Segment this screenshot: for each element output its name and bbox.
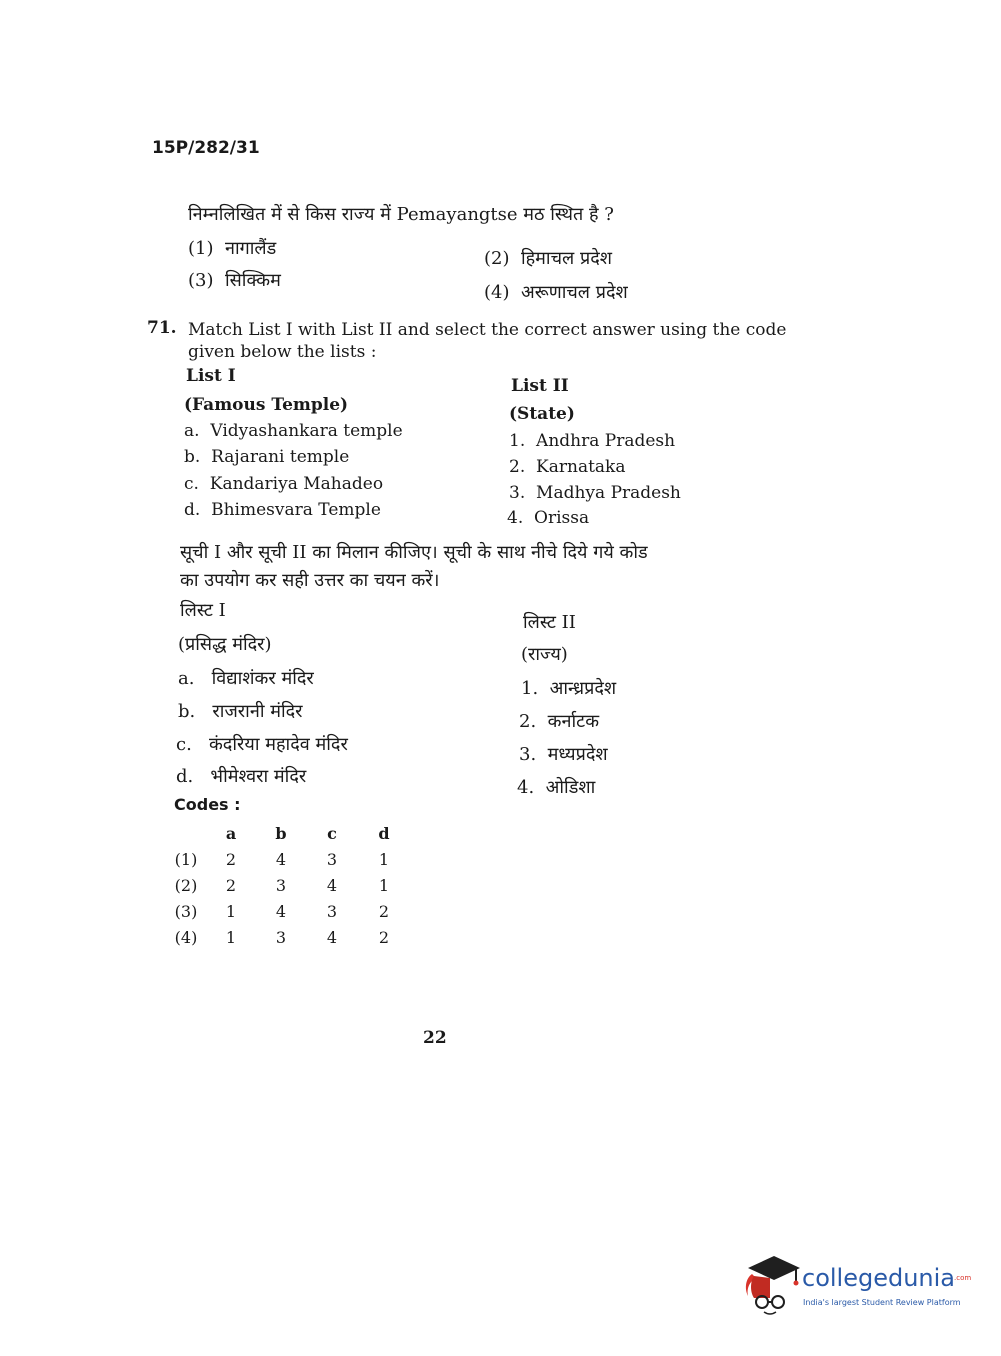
item-text: Andhra Pradesh [536,431,676,451]
q70-question: निम्नलिखित में से किस राज्य में Pemayangtse मठ स्थित है ? [188,204,614,225]
q70-option-3 [188,268,281,292]
item-text: Kandariya Mahadeo [209,474,384,494]
list1-item-d [184,500,381,520]
paper-code: 15P/282/31 [152,138,260,158]
item-key: 1. [521,678,539,699]
item-key: 1. [509,431,526,451]
list2-subtitle: (State) [509,404,575,424]
mascot-icon [740,1250,802,1320]
item-key: 4. [517,777,535,798]
list2-item-hi-3 [519,742,608,766]
item-text: Karnataka [536,457,626,477]
item-key: c. [176,734,192,755]
codes-cell: 3 [326,849,338,869]
list1-subtitle-hi: (प्रसिद्ध मंदिर) [178,634,272,655]
item-text: विद्याशंकर मंदिर [211,668,314,689]
q71-question-en-line1: Match List I with List II and select the correct answer using the code [188,320,787,340]
item-key: 3. [519,744,537,765]
codes-cell: 2 [225,849,237,869]
item-text: ओडिशा [545,777,596,798]
collegedunia-logo [740,1250,970,1322]
list2-item-4 [507,508,589,528]
item-key: c. [184,474,199,494]
codes-cell: 2 [378,927,390,947]
list2-item-hi-4 [517,775,595,799]
list1-item-a [184,421,403,441]
list1-title-hi: लिस्ट I [180,600,226,621]
item-key: 2. [509,457,526,477]
item-text: Bhimesvara Temple [211,500,381,520]
list2-item-1 [509,431,675,451]
option-number: (3) [188,270,214,291]
codes-row [166,898,410,924]
item-key: 2. [519,711,537,732]
item-key: 3. [509,483,526,503]
codes-cell: 1 [378,849,390,869]
list2-item-hi-1 [521,676,616,700]
codes-header-cell: a [225,823,237,843]
list2-title: List II [511,376,569,396]
codes-option: (4) [174,927,198,947]
codes-label: Codes : [174,795,241,814]
codes-cell: 4 [326,927,338,947]
q71-number: 71. [147,318,177,338]
codes-option: (1) [174,849,198,869]
logo-tagline: India's largest Student Review Platform [803,1298,961,1307]
list2-item-3 [509,483,681,503]
item-text: भीमेश्वरा मंदिर [210,766,307,787]
item-key: a. [178,668,195,689]
list1-item-hi-a [178,666,314,690]
item-text: Orissa [534,508,590,528]
list1-subtitle: (Famous Temple) [184,395,349,415]
item-text: कर्नाटक [547,711,600,732]
codes-row [166,846,410,872]
list2-subtitle-hi: (राज्य) [521,644,568,665]
option-text: अरूणाचल प्रदेश [520,282,628,303]
item-text: Vidyashankara temple [210,421,403,441]
list1-item-c [184,474,383,494]
option-number: (2) [484,248,510,269]
codes-cell: 3 [326,901,338,921]
codes-option: (2) [174,875,198,895]
codes-table [166,820,410,950]
codes-cell: 1 [225,927,237,947]
codes-cell: 1 [378,875,390,895]
item-key: d. [184,500,201,520]
codes-cell: 4 [275,901,287,921]
list1-title: List I [186,366,236,386]
q71-question-hi-line1: सूची I और सूची II का मिलान कीजिए। सूची के साथ नीचे दिये गये कोड [180,542,648,563]
codes-option: (3) [174,901,198,921]
option-number: (1) [188,238,214,259]
codes-cell: 3 [275,927,287,947]
codes-header-cell: b [275,823,287,843]
list2-item-hi-2 [519,709,599,733]
q71-question-hi-line2: का उपयोग कर सही उत्तर का चयन करें। [180,570,440,591]
codes-cell: 2 [378,901,390,921]
item-key: a. [184,421,200,441]
item-text: मध्यप्रदेश [547,744,608,765]
page-number: 22 [423,1028,447,1048]
list2-item-2 [509,457,626,477]
option-text: सिक्किम [224,270,281,291]
codes-row [166,924,410,950]
list1-item-hi-b [178,699,303,723]
codes-cell: 1 [225,901,237,921]
q71-question-en-line2: given below the lists : [188,342,377,362]
list2-title-hi: लिस्ट II [523,612,576,633]
logo-wordmark: collegedunia [802,1264,956,1292]
item-key: 4. [507,508,524,528]
codes-header-blank [166,820,206,846]
option-text: नागालैंड [224,238,277,259]
codes-cell: 4 [275,849,287,869]
item-text: कंदरिया महादेव मंदिर [208,734,348,755]
codes-header-cell: d [378,823,390,843]
option-number: (4) [484,282,510,303]
item-text: आन्ध्रप्रदेश [549,678,617,699]
q70-option-4 [484,280,628,304]
item-key: b. [184,447,201,467]
codes-cell: 3 [275,875,287,895]
codes-row [166,872,410,898]
item-text: Madhya Pradesh [536,483,681,503]
option-text: हिमाचल प्रदेश [520,248,612,269]
list1-item-hi-c [176,732,348,756]
item-text: राजरानी मंदिर [212,701,303,722]
list1-item-b [184,447,349,467]
codes-cell: 4 [326,875,338,895]
item-text: Rajarani temple [211,447,350,467]
item-key: d. [176,766,194,787]
q70-option-1 [188,236,276,260]
codes-header-row [166,820,410,846]
codes-header-cell: c [327,823,337,843]
item-key: b. [178,701,196,722]
logo-domain: .com [954,1274,972,1282]
q70-option-2 [484,246,612,270]
list1-item-hi-d [176,764,306,788]
codes-cell: 2 [225,875,237,895]
